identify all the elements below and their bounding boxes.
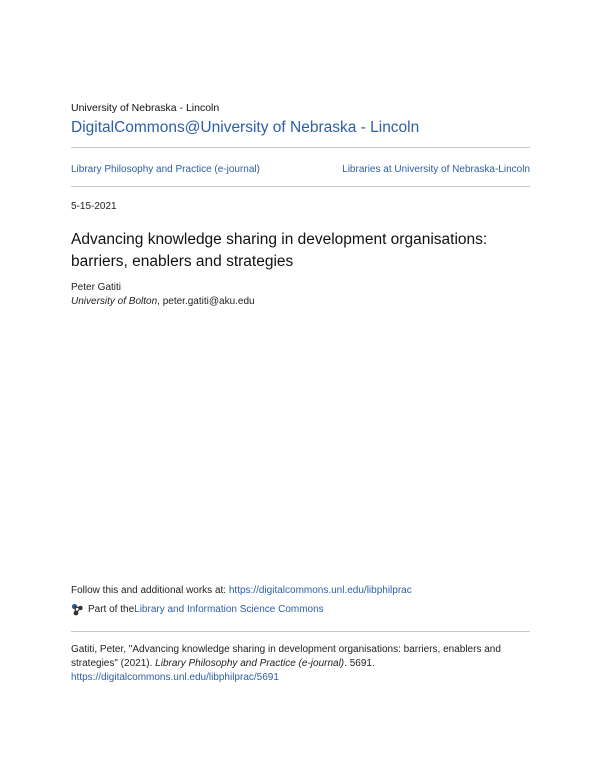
follow-url-link[interactable]: https://digitalcommons.unl.edu/libphilprac [228,585,412,596]
citation-volume: . 5691. [344,658,375,669]
author-affiliation [71,296,255,307]
repository-title-link[interactable]: DigitalCommons@University of Nebraska - Lincoln [71,119,420,136]
author-name: Peter Gatiti [71,282,122,293]
paper-title: Advancing knowledge sharing in development organisations: barriers, enablers and strategies [71,231,488,270]
divider [71,147,530,148]
network-icon [71,603,84,616]
follow-line [71,585,412,596]
department-link[interactable]: Libraries at University of Nebraska-Lincoln [342,164,530,175]
affiliation-email: , peter.gatiti@aku.edu [157,296,255,307]
citation-url-link[interactable]: https://digitalcommons.unl.edu/libphilprac/5691 [71,672,279,683]
citation-journal: Library Philosophy and Practice (e-journal) [155,658,345,669]
citation [71,643,531,685]
commons-link[interactable]: Library and Information Science Commons [134,604,324,615]
institution-name: University of Nebraska - Lincoln [71,102,220,114]
publication-date: 5-15-2021 [71,201,117,212]
divider [71,631,530,632]
series-link[interactable]: Library Philosophy and Practice (e-journal) [71,164,260,175]
divider [71,186,530,187]
citation-text: Gatiti, Peter, "Advancing knowledge sharing in development organisations: barriers, enablers and strategies" (2021). [71,644,501,669]
affiliation-institution: University of Bolton [71,296,158,307]
part-of-prefix: Part of the [88,604,135,615]
part-of-line [71,603,324,616]
follow-prefix: Follow this and additional works at: [71,585,229,596]
